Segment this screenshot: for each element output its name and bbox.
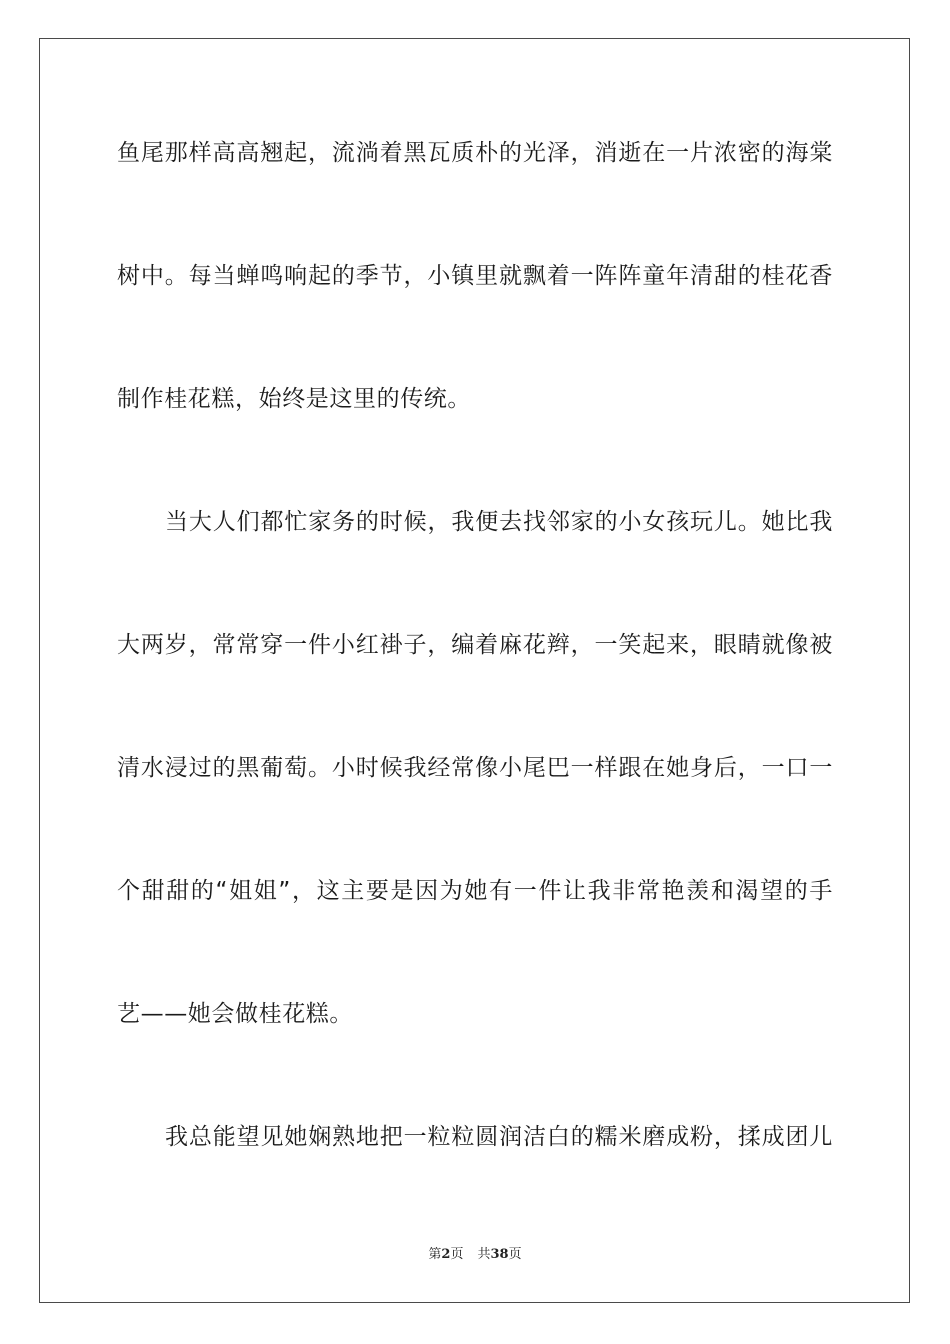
page-border xyxy=(39,38,910,1303)
text-line-9: 我总能望见她娴熟地把一粒粒圆润洁白的糯米磨成粉，揉成团儿 xyxy=(165,1124,833,1150)
text-line-3: 制作桂花糕，始终是这里的传统。 xyxy=(117,386,471,412)
text-line-4: 当大人们都忙家务的时候，我便去找邻家的小女孩玩儿。她比我 xyxy=(165,509,833,535)
text-line-5: 大两岁，常常穿一件小红褂子，编着麻花辫，一笑起来，眼睛就像被 xyxy=(117,632,833,658)
footer-total-prefix: 共 xyxy=(477,1247,491,1262)
text-line-2: 树中。每当蝉鸣响起的季节，小镇里就飘着一阵阵童年清甜的桂花香 xyxy=(117,263,833,289)
footer-total-pages: 38 xyxy=(490,1247,509,1262)
text-line-8: 艺——她会做桂花糕。 xyxy=(117,1001,353,1027)
text-line-1: 鱼尾那样高高翘起，流淌着黑瓦质朴的光泽，消逝在一片浓密的海棠 xyxy=(117,140,833,166)
footer-page-suffix: 页 xyxy=(450,1247,464,1262)
page-footer xyxy=(0,1246,950,1264)
text-line-7: 个甜甜的“姐姐”，这主要是因为她有一件让我非常艳羡和渴望的手 xyxy=(117,878,833,904)
footer-total-suffix: 页 xyxy=(508,1247,522,1262)
footer-page-prefix: 第 xyxy=(428,1247,442,1262)
text-line-6: 清水浸过的黑葡萄。小时候我经常像小尾巴一样跟在她身后，一口一 xyxy=(117,755,833,781)
footer-page-number: 2 xyxy=(441,1247,451,1262)
